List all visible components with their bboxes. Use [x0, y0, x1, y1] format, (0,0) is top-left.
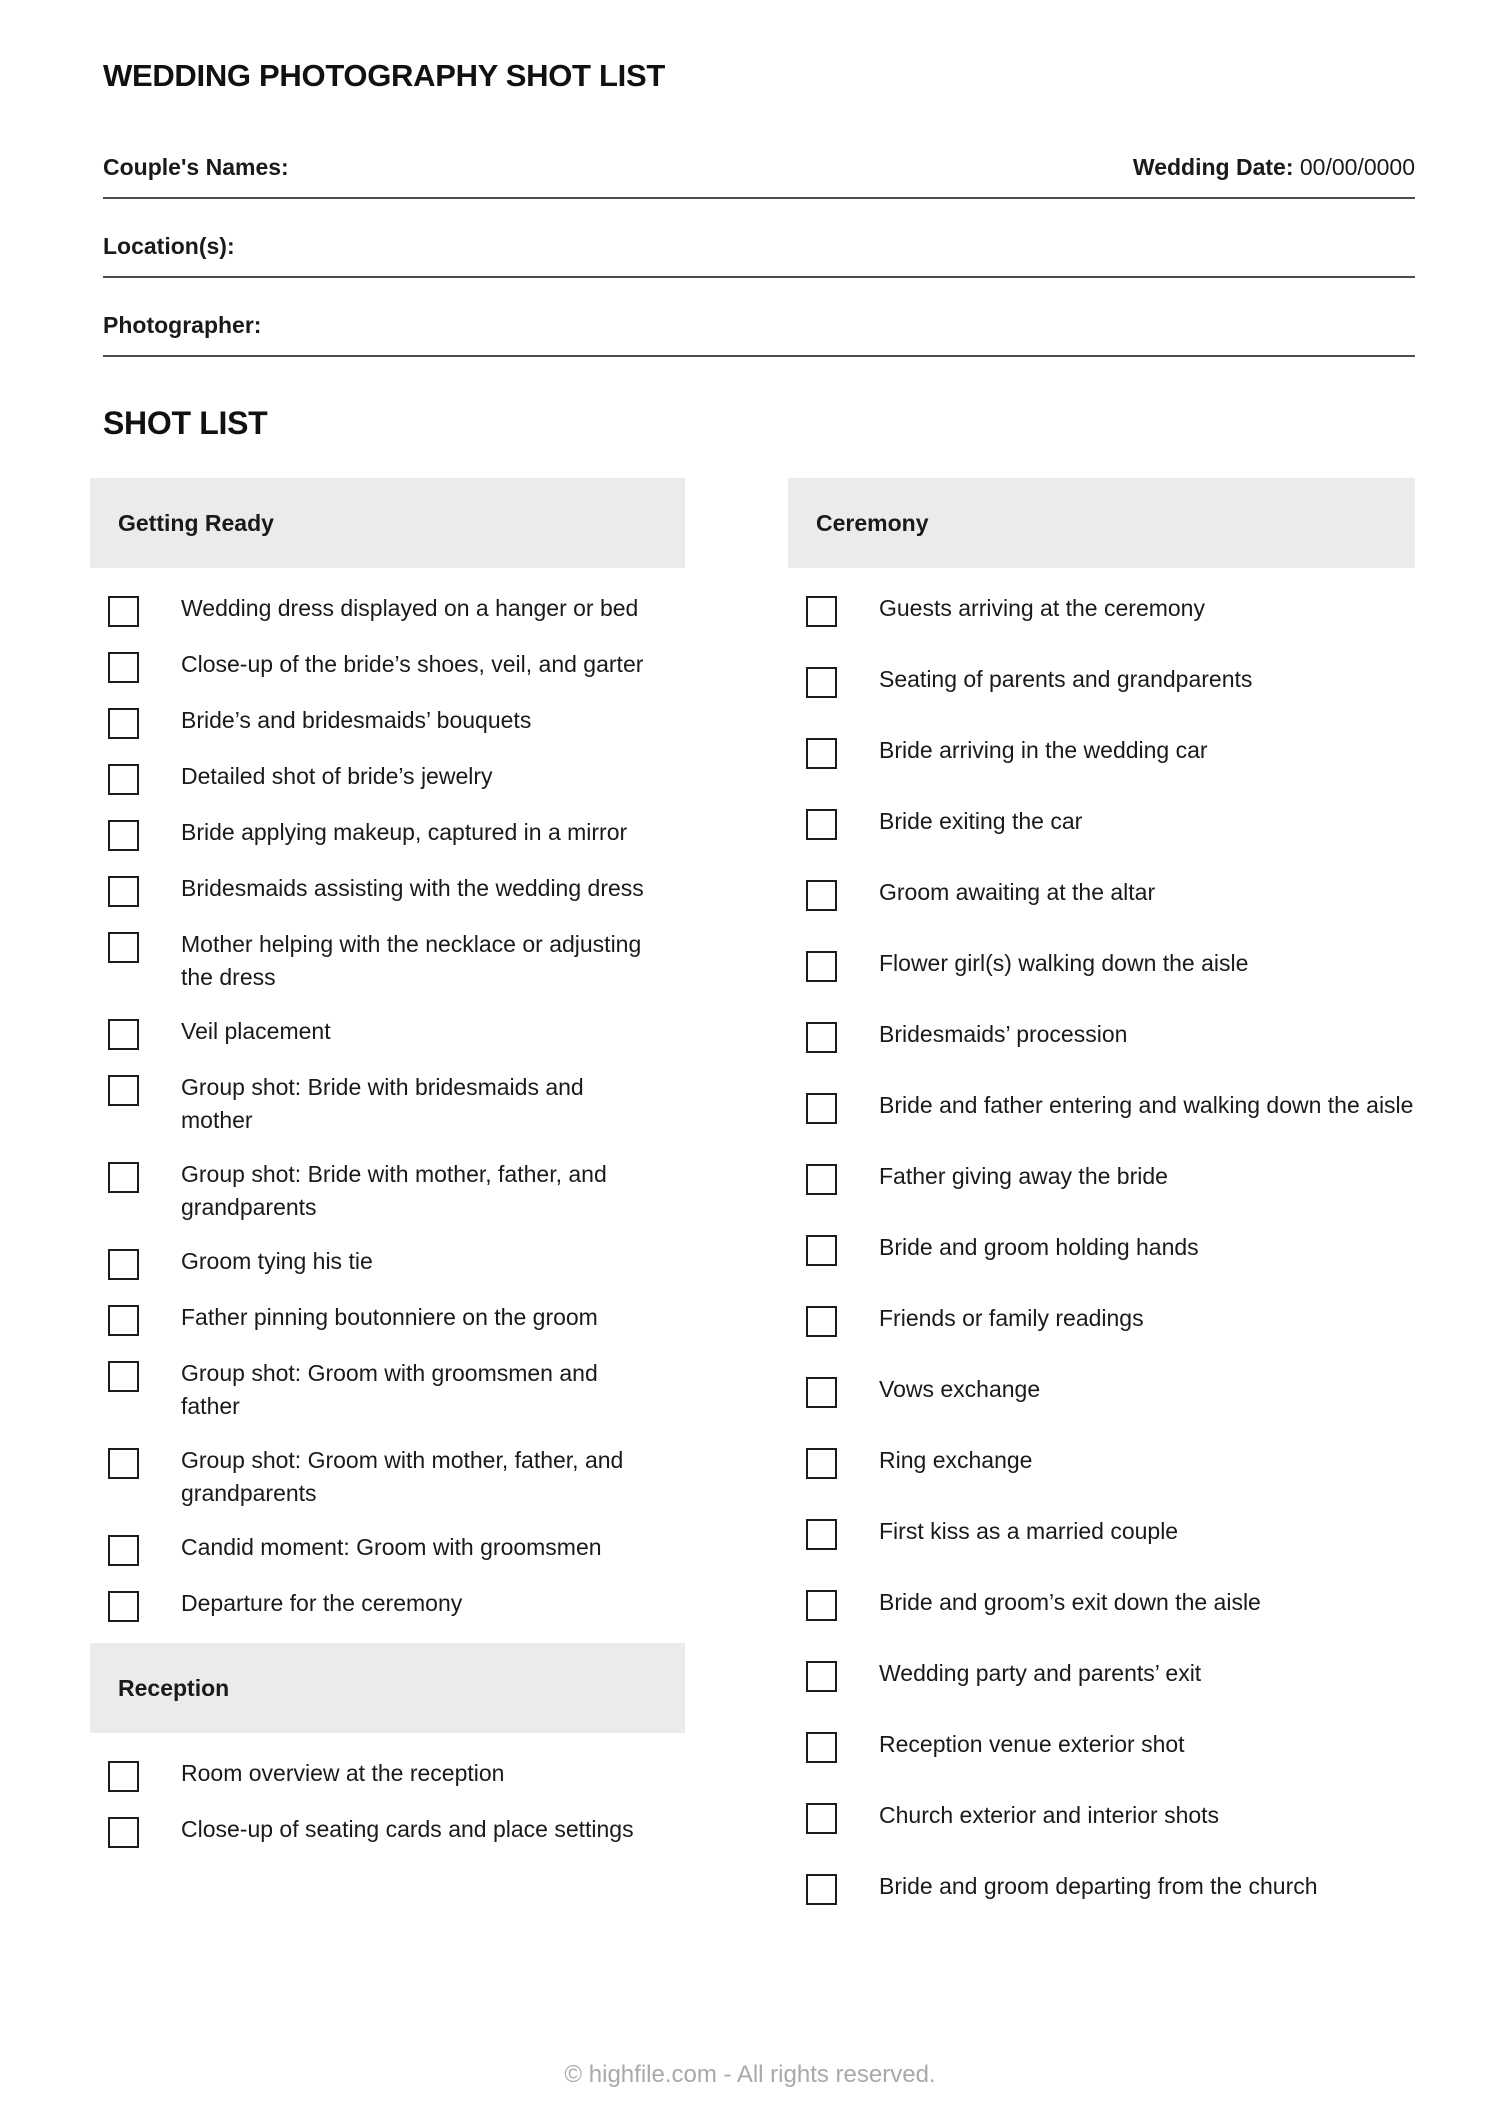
shot-list-item	[90, 816, 685, 851]
item-label: Bride and father entering and walking down the aisle	[879, 1092, 1414, 1118]
locations-label: Location(s):	[103, 233, 235, 259]
item-label: Guests arriving at the ceremony	[879, 595, 1205, 621]
shot-list-item	[90, 1301, 685, 1336]
item-label: Room overview at the reception	[181, 1760, 505, 1786]
shot-list-item	[788, 1373, 1415, 1408]
item-label: Friends or family readings	[879, 1305, 1144, 1331]
shot-list-item	[90, 648, 685, 683]
item-checkbox[interactable]	[806, 1661, 837, 1692]
form-area	[103, 154, 1415, 357]
item-label: Bride’s and bridesmaids’ bouquets	[181, 707, 532, 733]
item-checkbox[interactable]	[108, 708, 139, 739]
item-checkbox[interactable]	[108, 1448, 139, 1479]
item-label: Father pinning boutonniere on the groom	[181, 1304, 598, 1330]
shot-list-item	[788, 1657, 1415, 1692]
item-label: Group shot: Bride with mother, father, and grandparents	[181, 1161, 607, 1220]
shot-list-item	[788, 1160, 1415, 1195]
item-label: Veil placement	[181, 1018, 331, 1044]
shot-list-item	[90, 1531, 685, 1566]
shot-list-item	[788, 1586, 1415, 1621]
item-label: Candid moment: Groom with groomsmen	[181, 1534, 602, 1560]
item-label: Bride and groom departing from the church	[879, 1873, 1318, 1899]
item-checkbox[interactable]	[806, 738, 837, 769]
shot-list-item	[788, 1089, 1415, 1124]
item-label: Mother helping with the necklace or adjusting the dress	[181, 931, 642, 990]
wedding-date	[1133, 154, 1415, 181]
section-header-getting-ready	[90, 478, 685, 568]
section-title: Ceremony	[816, 509, 929, 536]
shot-list-heading: SHOT LIST	[103, 405, 268, 441]
shot-list-item	[788, 947, 1415, 982]
item-checkbox[interactable]	[108, 1162, 139, 1193]
photographer-row	[103, 312, 1415, 357]
shot-list-item	[90, 1813, 685, 1848]
right-column	[788, 478, 1415, 1941]
couples-names-label: Couple's Names:	[103, 154, 289, 180]
item-checkbox[interactable]	[806, 667, 837, 698]
item-label: Close-up of the bride’s shoes, veil, and garter	[181, 651, 644, 677]
item-checkbox[interactable]	[108, 1591, 139, 1622]
item-label: Group shot: Groom with groomsmen and father	[181, 1360, 598, 1419]
section-getting-ready	[90, 478, 685, 1622]
shot-list-item	[788, 1799, 1415, 1834]
footer-copyright: © highfile.com - All rights reserved.	[564, 2061, 936, 2088]
item-checkbox[interactable]	[108, 820, 139, 851]
item-checkbox[interactable]	[806, 809, 837, 840]
item-label: Flower girl(s) walking down the aisle	[879, 950, 1249, 976]
wedding-date-label: Wedding Date:	[1132, 154, 1294, 180]
section-reception	[90, 1643, 685, 1848]
shot-list-item	[788, 805, 1415, 840]
item-checkbox[interactable]	[806, 1519, 837, 1550]
item-label: Groom awaiting at the altar	[879, 879, 1156, 905]
item-checkbox[interactable]	[108, 1019, 139, 1050]
item-checkbox[interactable]	[806, 1874, 837, 1905]
section-title: Getting Ready	[118, 509, 274, 536]
shot-list-item	[788, 1231, 1415, 1266]
shot-list-item	[788, 734, 1415, 769]
item-checkbox[interactable]	[108, 876, 139, 907]
item-checkbox[interactable]	[108, 932, 139, 963]
item-checkbox[interactable]	[806, 1803, 837, 1834]
shot-list-item	[788, 1018, 1415, 1053]
shot-list-item	[788, 1444, 1415, 1479]
item-label: Bride exiting the car	[879, 808, 1083, 834]
wedding-date-value[interactable]: 00/00/0000	[1299, 154, 1415, 180]
item-label: Group shot: Bride with bridesmaids and mother	[181, 1074, 584, 1133]
item-label: First kiss as a married couple	[879, 1518, 1179, 1544]
item-label: Departure for the ceremony	[181, 1590, 463, 1616]
shot-list-item	[90, 1757, 685, 1792]
item-checkbox[interactable]	[806, 1235, 837, 1266]
item-checkbox[interactable]	[108, 1361, 139, 1392]
item-label: Bride applying makeup, captured in a mirror	[181, 819, 628, 845]
shot-list-item	[788, 1515, 1415, 1550]
item-label: Reception venue exterior shot	[879, 1731, 1185, 1757]
item-checkbox[interactable]	[806, 1448, 837, 1479]
shot-list-item	[90, 1587, 685, 1622]
item-label: Ring exchange	[879, 1447, 1033, 1473]
item-checkbox[interactable]	[806, 596, 837, 627]
item-checkbox[interactable]	[108, 1249, 139, 1280]
item-checkbox[interactable]	[806, 1093, 837, 1124]
item-checkbox[interactable]	[108, 1075, 139, 1106]
item-checkbox[interactable]	[108, 764, 139, 795]
item-checkbox[interactable]	[806, 1590, 837, 1621]
shot-list-columns	[90, 478, 1415, 1941]
couples-names-row	[103, 154, 1415, 199]
shot-list-item	[90, 704, 685, 739]
item-label: Bridesmaids assisting with the wedding dress	[181, 875, 644, 901]
item-label: Seating of parents and grandparents	[879, 666, 1253, 692]
shot-list-item	[90, 1071, 685, 1137]
section-ceremony	[788, 478, 1415, 1905]
item-label: Father giving away the bride	[879, 1163, 1168, 1189]
locations-row	[103, 233, 1415, 278]
item-checkbox[interactable]	[108, 652, 139, 683]
item-checkbox[interactable]	[806, 1022, 837, 1053]
item-checkbox[interactable]	[806, 880, 837, 911]
item-label: Wedding dress displayed on a hanger or bed	[181, 595, 639, 621]
shot-list-item	[90, 872, 685, 907]
item-checkbox[interactable]	[806, 1306, 837, 1337]
shot-list-item	[788, 1728, 1415, 1763]
shot-list-item	[90, 1444, 685, 1510]
page-title: WEDDING PHOTOGRAPHY SHOT LIST	[103, 58, 665, 93]
item-checkbox[interactable]	[108, 1535, 139, 1566]
item-checkbox[interactable]	[806, 1377, 837, 1408]
shot-list-item	[788, 663, 1415, 698]
item-label: Wedding party and parents’ exit	[879, 1660, 1202, 1686]
section-header-reception	[90, 1643, 685, 1733]
item-label: Group shot: Groom with mother, father, and grandparents	[181, 1447, 624, 1506]
item-checkbox[interactable]	[108, 1817, 139, 1848]
item-label: Bride and groom’s exit down the aisle	[879, 1589, 1261, 1615]
shot-list-item	[90, 928, 685, 994]
item-label: Bridesmaids’ procession	[879, 1021, 1128, 1047]
shot-list-item	[90, 760, 685, 795]
item-checkbox[interactable]	[806, 951, 837, 982]
item-label: Vows exchange	[879, 1376, 1041, 1402]
shot-list-item	[90, 1015, 685, 1050]
item-checkbox[interactable]	[806, 1732, 837, 1763]
item-checkbox[interactable]	[108, 596, 139, 627]
item-label: Church exterior and interior shots	[879, 1802, 1220, 1828]
item-label: Bride arriving in the wedding car	[879, 737, 1208, 763]
shot-list-item	[90, 1357, 685, 1423]
shot-list-item	[90, 592, 685, 627]
left-column	[90, 478, 685, 1941]
item-checkbox[interactable]	[806, 1164, 837, 1195]
item-label: Detailed shot of bride’s jewelry	[181, 763, 493, 789]
item-checkbox[interactable]	[108, 1761, 139, 1792]
shot-list-item	[788, 592, 1415, 627]
item-checkbox[interactable]	[108, 1305, 139, 1336]
photographer-label: Photographer:	[103, 312, 262, 338]
section-title: Reception	[118, 1674, 230, 1701]
item-label: Close-up of seating cards and place settings	[181, 1816, 634, 1842]
shot-list-item	[788, 876, 1415, 911]
shot-list-item	[788, 1302, 1415, 1337]
shot-list-item	[90, 1245, 685, 1280]
section-header-ceremony	[788, 478, 1415, 568]
shot-list-item	[788, 1870, 1415, 1905]
shot-list-item	[90, 1158, 685, 1224]
item-label: Groom tying his tie	[181, 1248, 373, 1274]
item-label: Bride and groom holding hands	[879, 1234, 1199, 1260]
